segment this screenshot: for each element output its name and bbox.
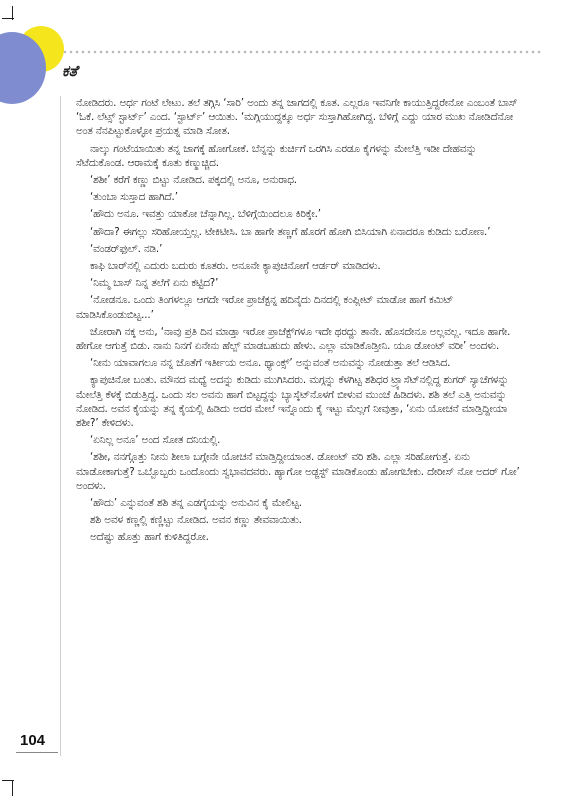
paragraph: ‘ಹೌದಾ? ಈಗಲ್ಲು ಸರಿಹೋಯ್ತಲ್ಲ. ಟೇಕಿಟೀಸಿ. ಬಾ ಹಾಗೇ ತಣ್ಣಗೆ ಹೊರಗೆ ಹೋಗಿ ಬಿಸಿಯಾಗಿ ಏನಾದರೂ ಕುಡಿದು ಬರೋಣ.’ bbox=[90, 225, 491, 238]
crop-mark bbox=[12, 780, 13, 796]
dotted-header-rule bbox=[62, 50, 542, 54]
paragraph: ‘ಹೌದು ಅನೂ. ಇವತ್ತು ಯಾಕೋ ಚೆನ್ನಾಗಿಲ್ಲ. ಬೆಳಿಗ್ಗೆಯಿಂದಲೂ ಕಿರಿಕ್ಕೇ.’ bbox=[90, 208, 321, 221]
section-label: ಕತೆ bbox=[62, 62, 78, 80]
paragraph: ‘ವಂಡರ್‌ಫುಲ್. ನಡಿ.’ bbox=[90, 242, 163, 255]
paragraph: ‘ಏನಿಲ್ಲ ಅನೂ’ ಅಂದ ಸೋತ ದನಿಯಲ್ಲಿ. bbox=[90, 434, 221, 447]
paragraph: ‘ಶಶೀ’ ಕರೆಗೆ ಕಣ್ಣು ಬಿಟ್ಟು ನೋಡಿದ. ಪಕ್ಕದಲ್ಲಿ ಅನೂ, ಅನುರಾಧ. bbox=[90, 174, 297, 187]
page-number-rule bbox=[16, 752, 58, 753]
crop-mark bbox=[2, 18, 14, 19]
story-body bbox=[76, 96, 528, 548]
paragraph: ಶಶಿ ಅವಳ ಕಣ್ಣಲ್ಲಿ ಕಣ್ಣಿಟ್ಟು ನೋಡಿದ. ಅವನ ಕಣ್ಣು ತೇವವಾಯಿತು. bbox=[90, 514, 302, 527]
paragraph: ‘ತುಂಬಾ ಸುಸ್ತಾದ ಹಾಗಿದೆ.’ bbox=[90, 191, 178, 204]
paragraph: ‘ನಿಮ್ಮ ಬಾಸ್ ನಿನ್ನ ತಲೆಗೆ ಏನು ಕಟ್ಟಿದ?’ bbox=[90, 277, 219, 290]
paragraph: ‘ನೀನು ಯಾವಾಗಲೂ ನನ್ನ ಜೊತೆಗೆ ಇರ್ತೀಯ ಅನೂ. ಥ್ಯಾಂಕ್ಸ್’ ಅನ್ನುವಂತೆ ಅನುವನ್ನು ನೋಡುತ್ತಾ ತಲೆ ಆಡಿಸಿದ. bbox=[90, 357, 451, 370]
paragraph: ‘ನೋಡನೂ. ಒಂದು ತಿಂಗಳಲ್ಲೂ ಆಗದೇ ಇರೋ ಪ್ರಾಜೆಕ್ಟನ್ನ ಹದಿನೈದು ದಿನದಲ್ಲಿ ಕಂಪ್ಲೀಟ್ ಮಾಡೋ ಹಾಗೆ ಕಮಿಟ್ ಮಾಡಿಸಿಕೊಂಡುಬಿಟ್ಟ...’ bbox=[76, 294, 454, 321]
crop-mark bbox=[2, 780, 14, 781]
paragraph: ನೋಡಿದರು. ಅರ್ಧ ಗಂಟೆ ಲೇಟು. ತಲೆ ತಗ್ಗಿಸಿ ‘ಸಾರಿ’ ಅಂದು ತನ್ನ ಜಾಗದಲ್ಲಿ ಕೂತ. ಎಲ್ಲರೂ ಇವನಿಗೇ ಕಾಯುತ್ತಿದ್ದರೇನೋ ಎಂಬಂತೆ ಬಾಸ್ ‘ಓಕೆ. ಲೆಟ್ಸ್ ಸ್ಟಾರ್ಟ್’ ಎಂದ. ‘ಸ್ಟಾರ್ಟ್’ ಆಯಿತು. ‘ಮಗ್ಗಿಯುದ್ದಕ್ಕೂ ಅರ್ಧ ಸುಸ್ತಾಗಿಹೋಗಿದ್ದ. ಬೆಳಿಗ್ಗೆ ಎದ್ದು ಯಾರ ಮುಖ ನೋಡಿದೆನೋ ಅಂತ ನೆನಪಿಟ್ಟುಕೊಳ್ಳೋ ಪ್ರಯತ್ನ ಮಾಡಿ ಸೋತ. bbox=[76, 97, 518, 138]
paragraph: ಕಾಫಿ ಬಾರ್‌ನಲ್ಲಿ ಎದುರು ಬದುರು ಕೂತರು. ಅನೂನೇ ಕ್ಯಾಪುಚಿನೋಗೆ ಆರ್ಡರ್ ಮಾಡಿದಳು. bbox=[90, 260, 381, 273]
margin-rule bbox=[60, 96, 61, 756]
page-number: 104 bbox=[20, 732, 46, 749]
paragraph: ನಾಲ್ಕು ಗಂಟೆಯಾಯಿತು ತನ್ನ ಜಾಗಕ್ಕೆ ಹೋಗೋಕೆ. ಬೆನ್ನನ್ನು ಕುರ್ಚಿಗೆ ಒರಗಿಸಿ ಎರಡೂ ಕೈಗಳನ್ನು ಮೇಲೆತ್ತಿ ಇಡೀ ದೇಹವನ್ನು ಸೆಟೆದುಕೊಂಡ. ಆರಾಮಕ್ಕೆ ಕೂತು ಕಣ್ಮುಚ್ಚಿದ. bbox=[76, 142, 477, 169]
paragraph: ಅದೆಷ್ಟು ಹೊತ್ತು ಹಾಗೆ ಕುಳಿತಿದ್ದರೋ. bbox=[90, 531, 209, 544]
paragraph: ಕ್ಯಾಪುಚಿನೋ ಬಂತು. ಮೌನದ ಮಧ್ಯೆ ಅದನ್ನು ಕುಡಿದು ಮುಗಿಸಿದರು. ಮಗ್ಗನ್ನು ಕೆಳಗಿಟ್ಟ ಶಶಿಧರ ಟ್ರ್ಯಾಸೆಟ್‌ನಲ್ಲಿದ್ದ ಶುಗರ್ ಸ್ಯಾಚೆಗಳನ್ನು ಮೇಲೆತ್ತಿ ಕೆಳಕ್ಕೆ ಬಿಡುತ್ತಿದ್ದ. ಒಂದು ಸಲ ಅವನು ಹಾಗೆ ಬಿಟ್ಟದ್ದನ್ನು ಬ್ಯಾಸ್ಕೆಟ್‌ನೊಳಗೆ ಬೀಳುವ ಮುಂಚೆ ಹಿಡಿದಳು. ಶಶಿ ತಲೆ ಎತ್ತಿ ಅನುವನ್ನು ನೋಡಿದ. ಅವನ ಕೈಯನ್ನು ತನ್ನ ಕೈಯಲ್ಲಿ ಹಿಡಿದು ಅದರ ಮೇಲೆ ಇನ್ನೊಂದು ಕೈ ಇಟ್ಟು ಮೆಲ್ಲಗೆ ನೀವುತ್ತಾ, ‘ಏನು ಯೋಚನೆ ಮಾಡ್ತಿದ್ದೀಯಾ ಶಶೀ?’ ಕೇಳಿದಳು. bbox=[76, 374, 509, 430]
paragraph: ‘ಶಶೀ, ನನಗ್ಗೊತ್ತು ನೀನು ಶೀಲಾ ಬಗ್ಗೇನೇ ಯೋಚನೆ ಮಾಡ್ತಿದ್ದೀಯಾಂತ. ಡೋಂಟ್ ವರಿ ಶಶಿ. ಎಲ್ಲಾ ಸರಿಹೋಗುತ್ತೆ. ಏನು ಮಾಡೋಕಾಗುತ್ತೆ? ಒಬ್ಬೊಬ್ಬರು ಒಂದೊಂದು ಸ್ವಭಾವದವರು. ಹ್ಯಾಗೋ ಅಡ್ಜಸ್ಟ್ ಮಾಡಿಕೊಂಡು ಹೋಗಬೇಕು. ದೇರೀಸ್ ನೋ ಅದರ್ ಗೋ’ ಅಂದಳು. bbox=[76, 451, 520, 492]
paragraph: ಜೋರಾಗಿ ನಕ್ಕ ಅನು, ‘ನಾವು ಪ್ರತಿ ದಿನ ಮಾಡ್ತಾ ಇರೋ ಪ್ರಾಜೆಕ್ಟ್‌ಗಳೂ ಇದೇ ಥರದ್ದು ತಾನೇ. ಹೊಸದೇನೂ ಅಲ್ಲವಲ್ಲ. ಇದೂ ಹಾಗೇ. ಹೇಗೋ ಆಗುತ್ತೆ ಬಿಡು. ನಾನು ನಿನಗೆ ಏನೇನು ಹೆಲ್ಪ್ ಮಾಡಬಹುದು ಹೇಳು. ಎಲ್ಲಾ ಮಾಡಿಕೊಡ್ತೀನಿ. ಯೂ ಡೋಂಟ್ ವರೀ’ ಅಂದಳು. bbox=[76, 325, 511, 353]
paragraph: ‘ಹೌದು’ ಎನ್ನುವಂತೆ ಶಶಿ ತನ್ನ ಎಡಗೈಯನ್ನು ಅನುವಿನ ಕೈ ಮೇಲಿಟ್ಟ. bbox=[90, 497, 302, 510]
